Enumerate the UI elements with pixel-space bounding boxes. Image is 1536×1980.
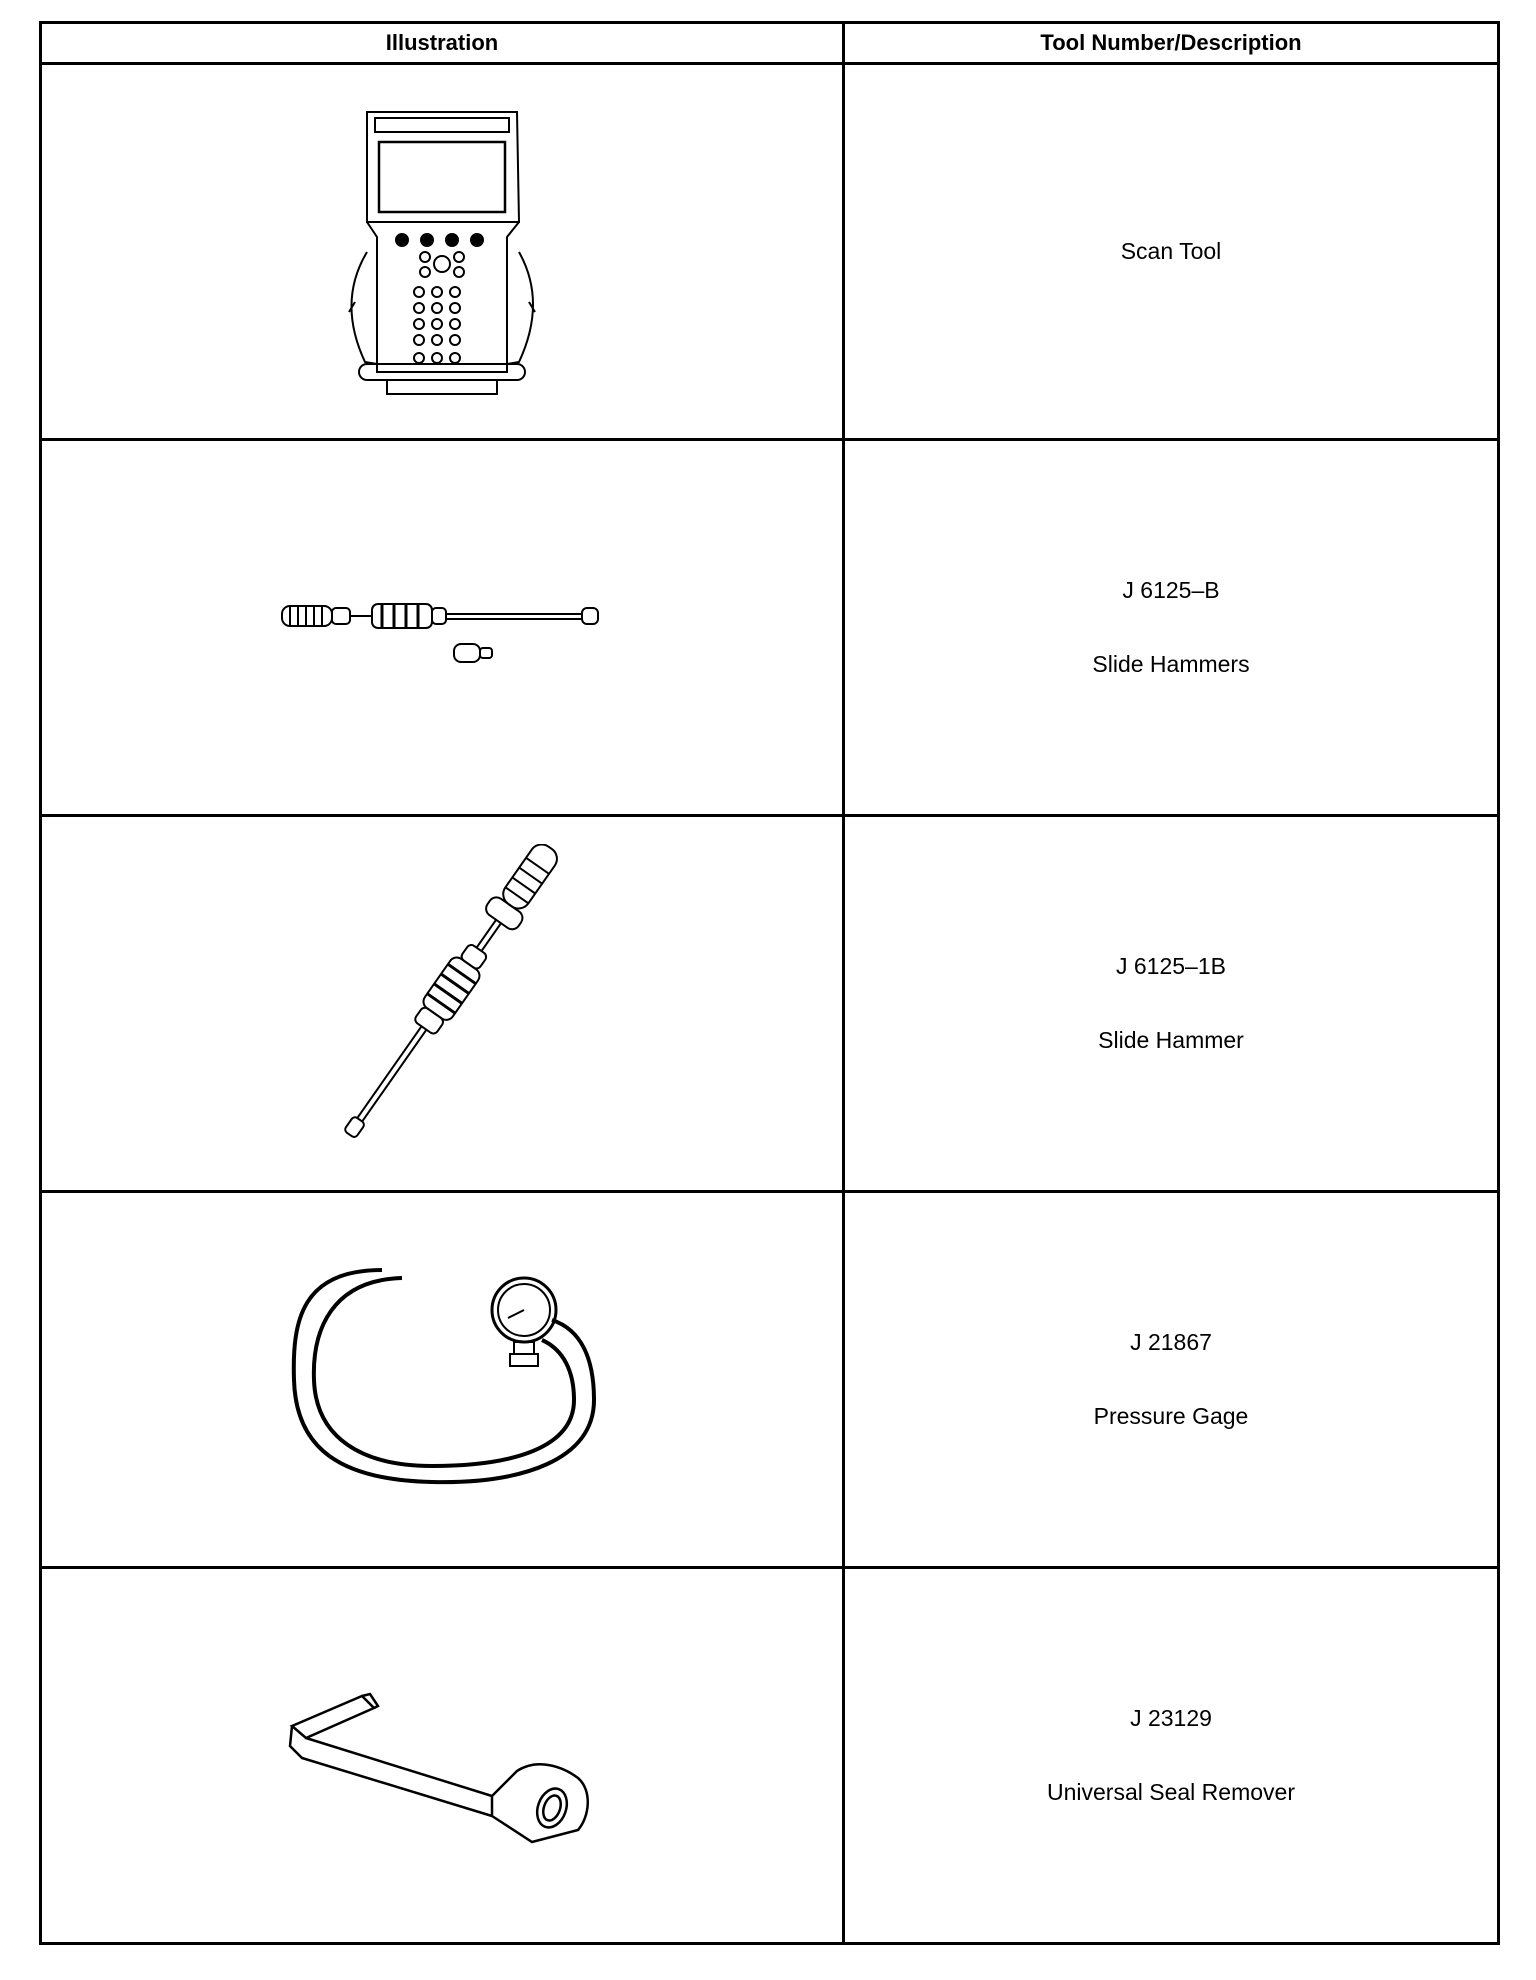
tool-number: J 23129 (1130, 1704, 1212, 1731)
illustration-cell (41, 816, 844, 1192)
illustration-header: Illustration (41, 23, 844, 64)
description-cell (844, 64, 1499, 440)
illustration-cell (41, 1192, 844, 1568)
header-row (41, 23, 1499, 64)
table-row (41, 64, 1499, 440)
description-cell (844, 1568, 1499, 1944)
scan-tool-icon (347, 102, 537, 402)
tool-number: J 21867 (1130, 1328, 1212, 1355)
description-cell (844, 440, 1499, 816)
universal-seal-remover-icon (282, 1666, 602, 1846)
slide-hammer-icon (292, 844, 592, 1164)
description-cell (844, 1192, 1499, 1568)
illustration-cell (41, 440, 844, 816)
table-row (41, 816, 1499, 1192)
description-header: Tool Number/Description (844, 23, 1499, 64)
tool-description: Universal Seal Remover (1047, 1778, 1295, 1805)
pressure-gage-icon (282, 1260, 602, 1500)
tool-number: J 6125–1B (1116, 952, 1226, 979)
illustration-cell (41, 64, 844, 440)
table-row (41, 1568, 1499, 1944)
tool-description: Slide Hammers (1092, 650, 1250, 677)
table-row (41, 440, 1499, 816)
tool-table (39, 21, 1500, 1945)
description-cell (844, 816, 1499, 1192)
tool-description: Pressure Gage (1093, 1402, 1249, 1429)
tool-description: Slide Hammer (1098, 1026, 1244, 1053)
illustration-cell (41, 1568, 844, 1944)
table-row (41, 1192, 1499, 1568)
slide-hammers-icon (272, 588, 612, 668)
tool-description: Scan Tool (1120, 237, 1222, 264)
tool-number: J 6125–B (1122, 576, 1220, 603)
